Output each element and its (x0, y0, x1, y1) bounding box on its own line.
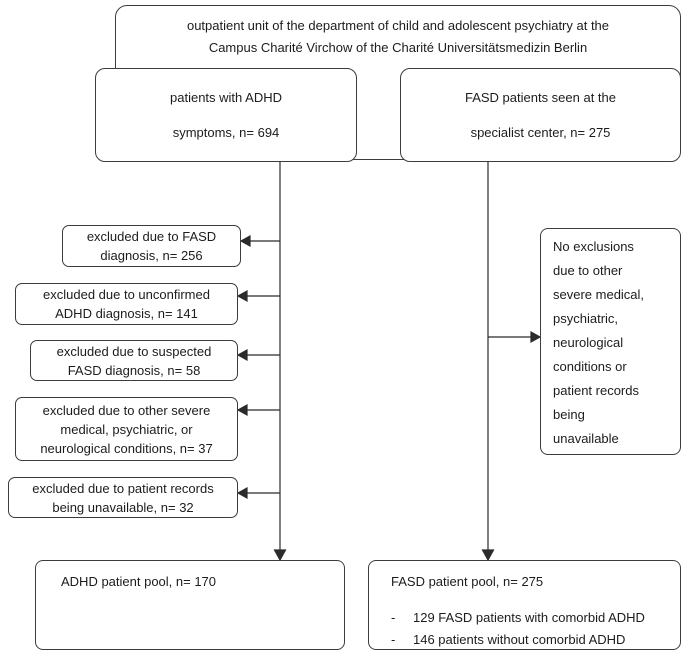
adhd-source-box (95, 68, 357, 162)
adhd-source-line2: symptoms, n= 694 (172, 125, 280, 140)
no-exclusions-line9: unavailable (553, 431, 619, 446)
fasd-pool-bullets (391, 607, 672, 651)
exclusion-1-line1: excluded due to FASD (86, 229, 217, 244)
fasd-pool-bullet-1 (391, 607, 672, 629)
fasd-source-box (400, 68, 681, 162)
fasd-pool-box (368, 560, 681, 650)
source-unit-line2: Campus Charité Virchow of the Charité Universitätsmedizin Berlin (208, 40, 588, 55)
no-exclusions-line2: due to other (553, 263, 623, 278)
exclusion-box-suspected-fasd (30, 340, 238, 381)
exclusion-5-line1: excluded due to patient records (32, 480, 214, 496)
adhd-pool-arrowhead (275, 550, 286, 560)
fasd-pool-bullet-1-text: 129 FASD patients with comorbid ADHD (413, 610, 645, 625)
bullet-dash-2: - (391, 632, 396, 647)
exclusion-4-line3: neurological conditions, n= 37 (40, 440, 213, 456)
exclusion-4-line2: medical, psychiatric, or (60, 421, 193, 437)
exclusion-arrowhead-1 (241, 236, 250, 246)
source-unit-line1: outpatient unit of the department of child and adolescent psychiatry at the (186, 18, 610, 33)
exclusion-arrowhead-2 (238, 291, 247, 301)
no-exclusions-arrowhead (531, 332, 540, 342)
exclusion-3-line2: FASD diagnosis, n= 58 (67, 362, 201, 378)
fasd-pool-bullet-2-text: 146 patients without comorbid ADHD (413, 632, 626, 647)
source-unit-title (116, 6, 680, 59)
fasd-source-line1: FASD patients seen at the (464, 90, 617, 105)
no-exclusions-line1: No exclusions (553, 239, 634, 254)
exclusion-box-severe-conditions (15, 397, 238, 461)
no-exclusions-line8: being (553, 407, 585, 422)
fasd-pool-title: FASD patient pool, n= 275 (391, 574, 544, 589)
fasd-pool-arrowhead (483, 550, 494, 560)
adhd-source-line1: patients with ADHD (170, 90, 282, 105)
no-exclusions-line5: neurological (553, 335, 624, 350)
exclusion-box-unconfirmed-adhd (15, 283, 238, 325)
bullet-dash-1: - (391, 610, 396, 625)
exclusion-arrowhead-4 (238, 405, 247, 415)
fasd-source-line2: specialist center, n= 275 (470, 125, 611, 140)
exclusion-4-line1: excluded due to other severe (42, 402, 211, 418)
exclusion-arrowhead-3 (238, 350, 247, 360)
exclusion-5-line2: being unavailable, n= 32 (52, 499, 194, 515)
adhd-pool-box (35, 560, 345, 650)
exclusion-box-fasd-diagnosis (62, 225, 241, 267)
no-exclusions-line4: psychiatric, (553, 311, 619, 326)
fasd-pool-bullet-2 (391, 629, 672, 651)
exclusion-2-line1: excluded due to unconfirmed (43, 287, 210, 302)
exclusion-2-line2: ADHD diagnosis, n= 141 (55, 306, 198, 321)
adhd-pool-title: ADHD patient pool, n= 170 (61, 574, 217, 589)
exclusion-arrowhead-5 (238, 488, 247, 498)
no-exclusions-line3: severe medical, (553, 287, 645, 302)
no-exclusions-box (540, 228, 681, 455)
exclusion-3-line1: excluded due to suspected (56, 343, 212, 359)
no-exclusions-line6: conditions or (553, 359, 627, 374)
exclusion-box-records-unavailable (8, 477, 238, 518)
exclusion-1-line2: diagnosis, n= 256 (100, 248, 203, 263)
no-exclusions-line7: patient records (553, 383, 639, 398)
